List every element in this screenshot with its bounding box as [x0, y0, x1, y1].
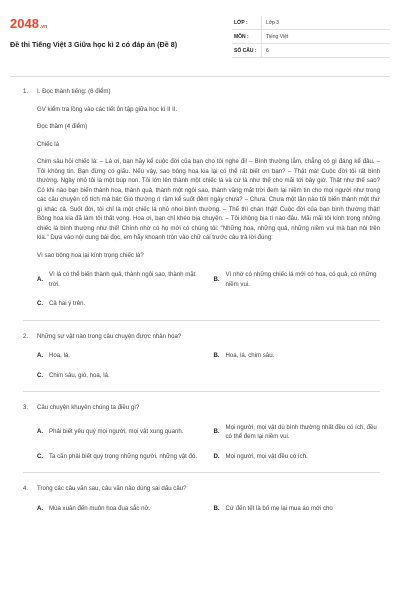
- exam-meta: [232, 16, 390, 58]
- option-c[interactable]: [37, 371, 380, 381]
- question-4: [23, 484, 380, 513]
- option-letter: B.: [213, 428, 220, 436]
- option-text: Ta cần phải biết quý trọng những người, những vật đó.: [49, 452, 198, 460]
- meta-label: MÔN :: [234, 33, 249, 40]
- option-letter: A.: [37, 275, 44, 283]
- reading-passage: Chim sâu hỏi chiếc lá: – Lá ơi, bạn hãy kể cuộc đời của bạn cho tôi nghe đi! – Bình thường lắm, chẳng có gì đáng kể đâu. – Tôi không tin. Bạn đừng có giấu. Nếu vậy, sao bông hoa kia lại có thể rất biết ơn bạn? – Thật mà! Cuộc đời tôi rất bình thường. Ngày nhỏ tôi là một búp non. Tôi lớn lên thành một chiếc lá và cứ là như thế cho mãi tới bây giờ. Thật như thế sao? Có khi nào bạn biến thành hoa, thành quả, thành một ngôi sao, thành vầng mặt trời đem lại niềm tin cho mọi người như trong các câu chuyện cổ tích mà bác Gió thường rì rầm kể suốt đêm ngày chưa? – Chưa. Chưa một lần nào tôi biến thành một thứ gì khác cả. Suốt đời, tôi chỉ là một chiếc lá nhỏ nhoi bình thường. – Thế thì chán thật! Cuộc đời của bạn bình thường thật! Bông hoa kia đã làm tôi thất vọng. Hoa ơi, bạn chỉ khéo bịa chuyện. – Tôi không bịa tí nào đâu. Mãi mãi tôi kính trọng những chiếc lá bình thường như thế! Chính nhờ có họ mới có chúng tôi: "Những hoa, những quả, những niềm vui mà bạn nói trên kia." Dựa vào nội dung bài đọc, em hãy khoanh tròn vào chữ cái trước câu trả lời đúng:: [37, 158, 380, 241]
- option-text: Vì nhờ có những chiếc lá mới có hoa, có quả, có những niềm vui.: [225, 271, 377, 288]
- option-text: Hoa, lá.: [49, 352, 71, 359]
- option-text: Chim sâu, gió, hoa, lá.: [49, 371, 110, 379]
- section-subheading: Đọc thầm (4 điểm): [37, 123, 88, 130]
- option-a[interactable]: [37, 504, 204, 514]
- answer-options: [37, 423, 380, 462]
- meta-value: Lớp 3: [261, 16, 279, 29]
- option-letter: B.: [213, 352, 220, 359]
- option-text: Hoa, lá, chim sâu.: [225, 352, 275, 359]
- question-divider: [23, 391, 380, 392]
- header-left: [10, 10, 220, 49]
- option-a[interactable]: [37, 270, 204, 289]
- question-number: 4.: [23, 485, 29, 492]
- option-text: Cả hai ý trên.: [49, 300, 86, 307]
- option-letter: C.: [37, 300, 44, 307]
- option-a[interactable]: [37, 423, 204, 442]
- meta-row-class: [232, 16, 390, 30]
- option-letter: A.: [37, 352, 44, 359]
- option-letter: C.: [37, 371, 44, 379]
- question-1: [23, 87, 380, 309]
- meta-value: 6: [261, 44, 269, 57]
- passage-title: Chiếc lá: [37, 140, 60, 148]
- question-text: Câu chuyện khuyên chúng ta điều gì?: [37, 404, 140, 411]
- answer-options: [37, 504, 380, 514]
- option-letter: A.: [37, 504, 44, 512]
- option-text: Mọi người, mọi vật đều có ích.: [225, 452, 308, 460]
- meta-row-count: [232, 44, 390, 58]
- option-text: Mùa xuân đến muôn hoa đua sắc nở.: [49, 504, 151, 512]
- logo-suffix: .vn: [39, 24, 48, 30]
- option-b[interactable]: [214, 351, 381, 361]
- answer-options: [37, 270, 380, 309]
- question-body: [37, 403, 380, 461]
- option-text: Vì lá có thể biến thành quả, thành ngôi sao, thành mặt trời.: [49, 271, 196, 288]
- option-b[interactable]: [214, 504, 381, 514]
- question-divider: [23, 472, 380, 473]
- question-body: [37, 484, 380, 513]
- question-number: 3.: [23, 404, 29, 411]
- option-text: Mọi người, mọi vật dù bình thường nhất đều có ích, đều có thể đem lại niềm vui.: [225, 423, 377, 440]
- logo-main: 2048: [10, 16, 39, 31]
- option-c[interactable]: [37, 452, 204, 462]
- option-letter: B.: [213, 504, 220, 512]
- question-body: [37, 87, 380, 309]
- question-number: 2.: [23, 332, 29, 340]
- section-heading: I. Đọc thành tiếng: (6 điểm): [37, 88, 111, 95]
- question-text: Trong các câu văn sau, câu văn nào dùng sai dấu câu?: [37, 485, 187, 492]
- meta-label: SỐ CÂU :: [234, 47, 257, 54]
- option-letter: B.: [213, 275, 220, 283]
- exam-title: Đề thi Tiếng Việt 3 Giữa học kì 2 có đáp án (Đề 8): [10, 40, 178, 49]
- option-b[interactable]: [214, 423, 381, 442]
- option-c[interactable]: [37, 299, 380, 309]
- option-letter: A.: [37, 428, 44, 436]
- meta-row-subject: [232, 30, 390, 44]
- option-text: Phải biết yêu quý mọi người, mọi vật xung quanh.: [49, 428, 184, 436]
- exam-content: [10, 77, 390, 513]
- site-logo[interactable]: [10, 16, 220, 35]
- option-a[interactable]: [37, 351, 204, 361]
- meta-label: LỚP :: [234, 19, 248, 26]
- option-b[interactable]: [214, 270, 381, 289]
- option-letter: D.: [213, 452, 220, 460]
- exam-header: [10, 10, 390, 68]
- question-3: [23, 403, 380, 461]
- option-d[interactable]: [214, 452, 381, 462]
- question-2: [23, 332, 380, 381]
- instruction-line: GV kiểm tra lồng vào các tiết ôn tập giữa học kì II II.: [37, 105, 178, 113]
- question-body: [37, 332, 380, 381]
- question-divider: [23, 320, 380, 321]
- answer-options: [37, 351, 380, 380]
- question-text: Những sự vật nào trong câu chuyện được nhân hóa?: [37, 332, 182, 340]
- meta-value: Tiếng Việt: [261, 30, 288, 43]
- question-number: 1.: [23, 88, 29, 95]
- option-letter: C.: [37, 452, 44, 460]
- question-text: Vì sao bông hoa lại kính trọng chiếc lá?: [37, 251, 144, 259]
- option-text: Cứ đến tết là bố mẹ lại mua áo mới cho: [225, 504, 333, 512]
